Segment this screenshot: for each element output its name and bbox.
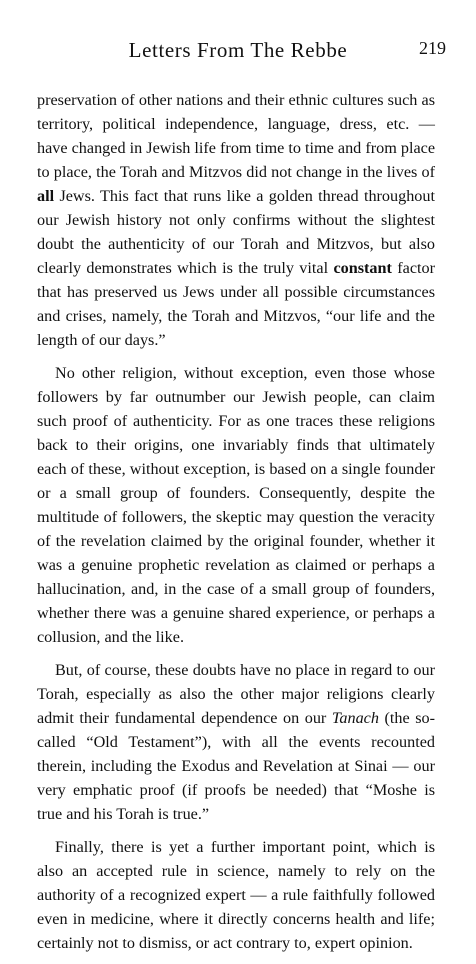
text-segment: No other religion, without exception, even those whose followers by far outnumber our Jewish people, can claim such proof of authenticity. For as one traces these religions back to their origins, one invariably finds that ultimately each of these, without exception, is based on a single founder or a small group of founders. Consequently, despite the multitude of followers, the skeptic may question the veracity of the revelation claimed by the original founder, whether it was a genuine prophetic revelation as claimed or perhaps a hallucination, and, in the case of a small group of founders, whether there was a genuine shared experience, or perhaps a collusion, and the like.	[37, 364, 435, 646]
paragraph-finally	[37, 835, 435, 955]
paragraph-continuation	[37, 88, 435, 352]
text-segment: (the so-called “Old Testament”), with all the events recounted therein, including the Exodus and Revelation at Sinai — our very emphatic proof (if proofs be needed) that “Moshe is true and his Torah is true.”	[37, 709, 435, 823]
text-segment: Jews. This fact that runs like a golden thread throughout our Jewish history not only confirms without the slightest doubt the authenticity of our Torah and Mitzvos, but also clearly demonstrates which is the truly vital	[37, 187, 435, 277]
emphasis-tanach: Tanach	[331, 709, 379, 727]
text-segment: Finally, there is yet a further important point, which is also an accepted rule in science, namely to rely on the authority of a recognized expert — a rule faithfully followed even in medicine, where it directly concerns health and life; certainly not to dismiss, or act contrary to, expert opinion.	[37, 838, 435, 952]
text-segment: factor that has preserved us Jews under all possible circumstances and crises, namely, the Torah and Mitzvos, “our life and the length of our days.”	[37, 259, 436, 349]
emphasis-constant: constant	[333, 259, 392, 277]
emphasis-all: all	[37, 187, 55, 205]
paragraph-other-religions	[37, 361, 435, 649]
text-segment: But, of course, these doubts have no place in regard to our Torah, especially as also the other major religions clearly admit their fundamental dependence on our	[37, 661, 435, 727]
paragraph-doubts	[37, 658, 435, 826]
running-title: Letters From The Rebbe	[128, 38, 348, 62]
page-number: 219	[419, 38, 446, 58]
text-segment: preservation of other nations and their ethnic cultures such as territory, political independence, language, dress, etc. — have changed in Jewish life from time to time and from place to place, the Torah and Mitzvos did not change in the lives of	[37, 91, 435, 181]
page-header	[0, 38, 476, 68]
body-text	[37, 88, 435, 964]
